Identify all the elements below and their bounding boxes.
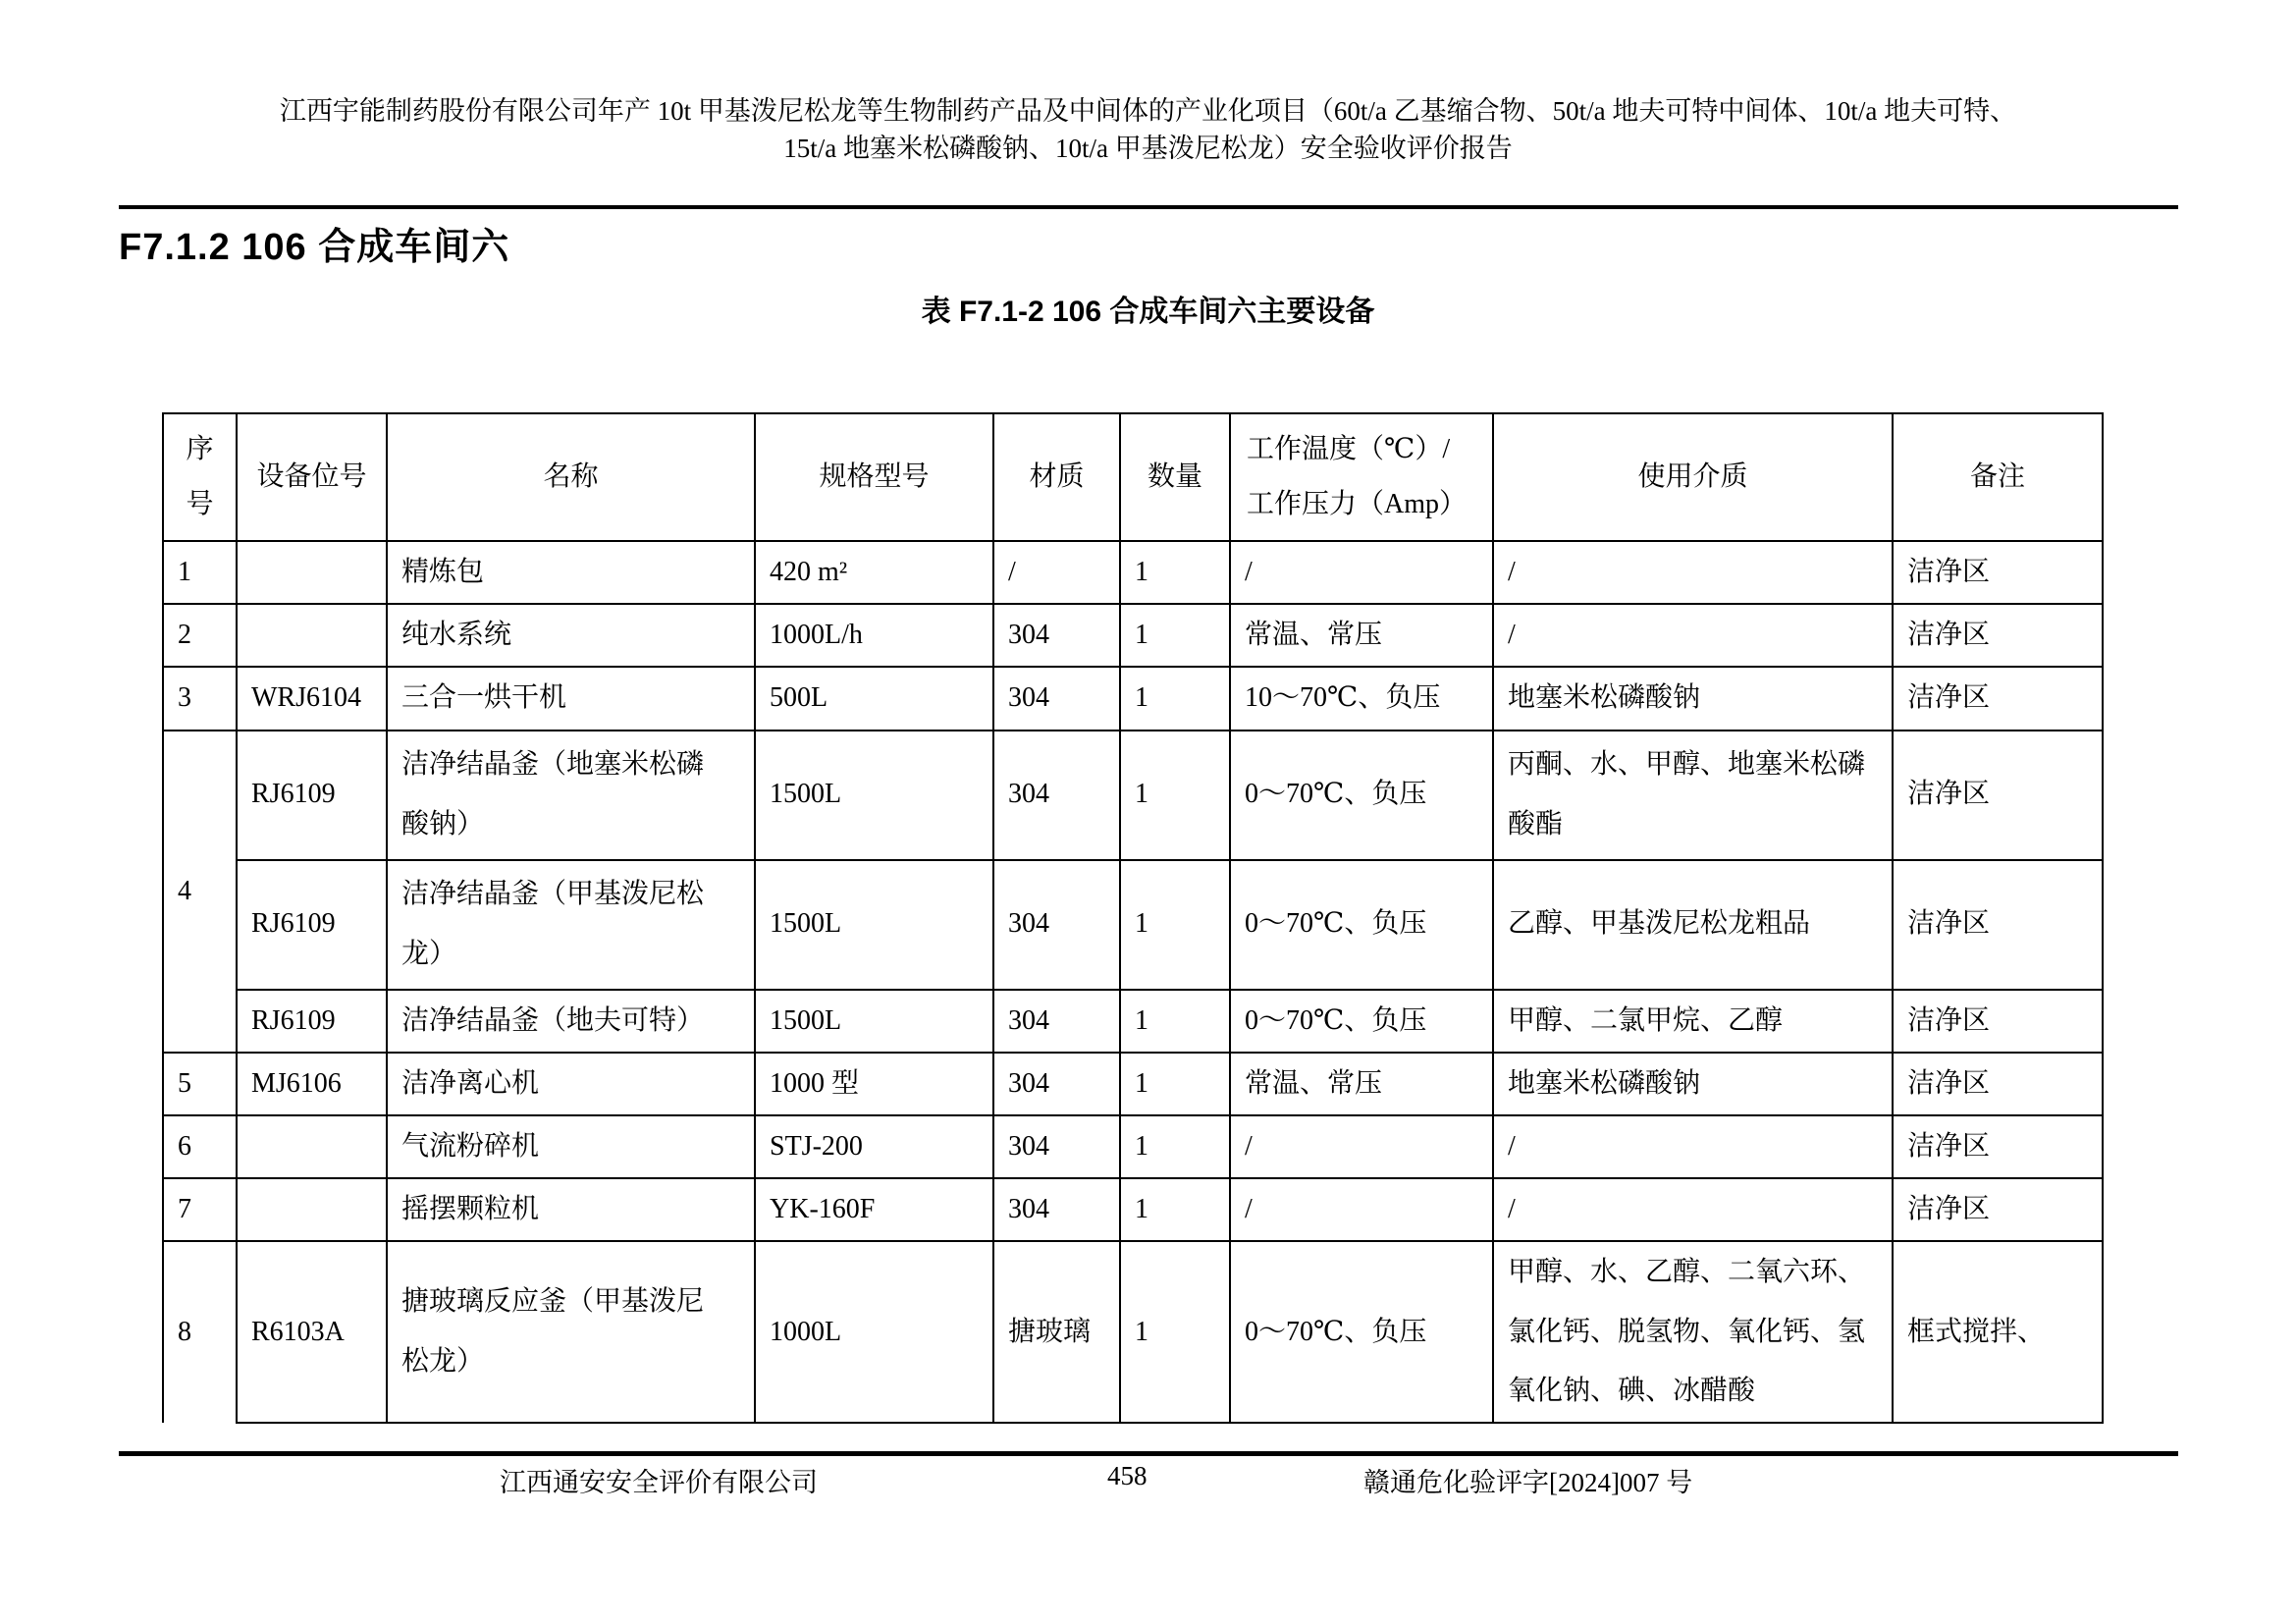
col-header-qty: 数量	[1120, 413, 1230, 541]
col-header-seq	[163, 413, 237, 541]
cell-tag: RJ6109	[237, 860, 387, 990]
cell-qty: 1	[1120, 604, 1230, 667]
cell-remark: 洁净区	[1893, 667, 2103, 730]
page-header-line-1: 江西宇能制药股份有限公司年产 10t 甲基泼尼松龙等生物制药产品及中间体的产业化项目（60t/a 乙基缩合物、50t/a 地夫可特中间体、10t/a 地夫可特、	[279, 96, 2017, 126]
cell-seq: 3	[163, 667, 237, 730]
cell-tag: R6103A	[237, 1241, 387, 1423]
cell-remark: 洁净区	[1893, 541, 2103, 604]
cell-temp-pressure: 0～70℃、负压	[1230, 1241, 1493, 1423]
cell-temp-pressure: 0～70℃、负压	[1230, 731, 1493, 860]
cell-name: 气流粉碎机	[387, 1115, 755, 1178]
cell-material: 304	[993, 1115, 1120, 1178]
cell-spec: 1000L	[755, 1241, 993, 1423]
cell-medium: /	[1493, 541, 1893, 604]
cell-spec: 420 m²	[755, 541, 993, 604]
cell-remark: 洁净区	[1893, 990, 2103, 1053]
cell-temp-pressure: 10～70℃、负压	[1230, 667, 1493, 730]
cell-qty: 1	[1120, 541, 1230, 604]
cell-temp-pressure: 0～70℃、负压	[1230, 990, 1493, 1053]
cell-medium: 甲醇、水、乙醇、二氧六环、氯化钙、脱氢物、氧化钙、氢氧化钠、碘、冰醋酸	[1493, 1241, 1893, 1423]
cell-material: /	[993, 541, 1120, 604]
page-header	[0, 92, 2296, 167]
col-header-name: 名称	[387, 413, 755, 541]
cell-seq: 5	[163, 1053, 237, 1115]
cell-medium: 丙酮、水、甲醇、地塞米松磷酸酯	[1493, 731, 1893, 860]
table-row	[163, 990, 2103, 1053]
cell-medium: /	[1493, 604, 1893, 667]
cell-medium: /	[1493, 1178, 1893, 1241]
cell-temp-pressure: /	[1230, 1115, 1493, 1178]
table-row	[163, 604, 2103, 667]
cell-qty: 1	[1120, 1178, 1230, 1241]
cell-name: 纯水系统	[387, 604, 755, 667]
col-header-temp-line-1: 工作温度（℃）/	[1247, 434, 1451, 464]
cell-spec: 1000L/h	[755, 604, 993, 667]
cell-remark: 框式搅拌、	[1893, 1241, 2103, 1423]
cell-material: 304	[993, 860, 1120, 990]
col-header-temp-line-2: 工作压力（Amp）	[1247, 489, 1468, 519]
cell-temp-pressure: 常温、常压	[1230, 1053, 1493, 1115]
header-rule	[119, 205, 2178, 209]
footer-doc-number: 赣通危化验评字[2024]007 号	[1363, 1468, 1693, 1497]
col-header-seq-line-2: 号	[186, 489, 214, 519]
cell-name: 洁净结晶釜（地塞米松磷酸钠）	[387, 731, 755, 860]
cell-spec: 1500L	[755, 990, 993, 1053]
cell-spec: 1500L	[755, 731, 993, 860]
cell-spec: STJ-200	[755, 1115, 993, 1178]
cell-tag	[237, 604, 387, 667]
cell-seq: 7	[163, 1178, 237, 1241]
cell-temp-pressure: /	[1230, 1178, 1493, 1241]
cell-material: 搪玻璃	[993, 1241, 1120, 1423]
cell-medium: 地塞米松磷酸钠	[1493, 667, 1893, 730]
cell-material: 304	[993, 731, 1120, 860]
cell-remark: 洁净区	[1893, 860, 2103, 990]
cell-qty: 1	[1120, 990, 1230, 1053]
col-header-medium: 使用介质	[1493, 413, 1893, 541]
col-header-spec: 规格型号	[755, 413, 993, 541]
equipment-table	[162, 412, 2104, 1424]
col-header-temp-pressure	[1230, 413, 1493, 541]
cell-spec: 1000 型	[755, 1053, 993, 1115]
table-row	[163, 541, 2103, 604]
cell-temp-pressure: 0～70℃、负压	[1230, 860, 1493, 990]
cell-seq: 6	[163, 1115, 237, 1178]
cell-material: 304	[993, 1178, 1120, 1241]
cell-medium: /	[1493, 1115, 1893, 1178]
footer-page-number: 458	[1107, 1461, 1148, 1490]
col-header-remark: 备注	[1893, 413, 2103, 541]
cell-medium: 甲醇、二氯甲烷、乙醇	[1493, 990, 1893, 1053]
cell-qty: 1	[1120, 1115, 1230, 1178]
footer-rule	[119, 1451, 2178, 1456]
cell-name: 摇摆颗粒机	[387, 1178, 755, 1241]
cell-temp-pressure: /	[1230, 541, 1493, 604]
cell-seq: 2	[163, 604, 237, 667]
cell-medium: 乙醇、甲基泼尼松龙粗品	[1493, 860, 1893, 990]
cell-name: 洁净离心机	[387, 1053, 755, 1115]
cell-name: 搪玻璃反应釜（甲基泼尼松龙）	[387, 1241, 755, 1423]
cell-tag	[237, 541, 387, 604]
cell-tag: RJ6109	[237, 731, 387, 860]
cell-seq: 1	[163, 541, 237, 604]
cell-qty: 1	[1120, 667, 1230, 730]
cell-qty: 1	[1120, 731, 1230, 860]
table-row	[163, 1115, 2103, 1178]
table-row	[163, 667, 2103, 730]
cell-tag: WRJ6104	[237, 667, 387, 730]
cell-remark: 洁净区	[1893, 604, 2103, 667]
cell-remark: 洁净区	[1893, 1115, 2103, 1178]
cell-name: 精炼包	[387, 541, 755, 604]
cell-qty: 1	[1120, 1053, 1230, 1115]
cell-name: 洁净结晶釜（甲基泼尼松龙）	[387, 860, 755, 990]
col-header-tag: 设备位号	[237, 413, 387, 541]
table-row	[163, 731, 2103, 860]
cell-tag	[237, 1115, 387, 1178]
cell-remark: 洁净区	[1893, 1053, 2103, 1115]
cell-tag: MJ6106	[237, 1053, 387, 1115]
cell-spec: 500L	[755, 667, 993, 730]
col-header-seq-line-1: 序	[186, 434, 214, 464]
page-header-line-2: 15t/a 地塞米松磷酸钠、10t/a 甲基泼尼松龙）安全验收评价报告	[783, 134, 1513, 163]
cell-material: 304	[993, 667, 1120, 730]
cell-temp-pressure: 常温、常压	[1230, 604, 1493, 667]
cell-medium: 地塞米松磷酸钠	[1493, 1053, 1893, 1115]
cell-seq: 8	[163, 1241, 237, 1423]
cell-remark: 洁净区	[1893, 731, 2103, 860]
table-title: 表 F7.1-2 106 合成车间六主要设备	[921, 296, 1375, 328]
section-heading: F7.1.2 106 合成车间六	[119, 227, 510, 268]
cell-spec: YK-160F	[755, 1178, 993, 1241]
cell-remark: 洁净区	[1893, 1178, 2103, 1241]
cell-material: 304	[993, 604, 1120, 667]
cell-tag	[237, 1178, 387, 1241]
cell-material: 304	[993, 990, 1120, 1053]
table-header-row	[163, 413, 2103, 541]
table-row	[163, 1178, 2103, 1241]
table-row	[163, 1053, 2103, 1115]
cell-name: 洁净结晶釜（地夫可特）	[387, 990, 755, 1053]
cell-name: 三合一烘干机	[387, 667, 755, 730]
cell-qty: 1	[1120, 1241, 1230, 1423]
footer-company: 江西通安安全评价有限公司	[500, 1468, 818, 1497]
cell-seq: 4	[163, 731, 237, 1053]
cell-tag: RJ6109	[237, 990, 387, 1053]
table-row	[163, 1241, 2103, 1423]
cell-material: 304	[993, 1053, 1120, 1115]
table-row	[163, 860, 2103, 990]
col-header-material: 材质	[993, 413, 1120, 541]
cell-spec: 1500L	[755, 860, 993, 990]
cell-qty: 1	[1120, 860, 1230, 990]
